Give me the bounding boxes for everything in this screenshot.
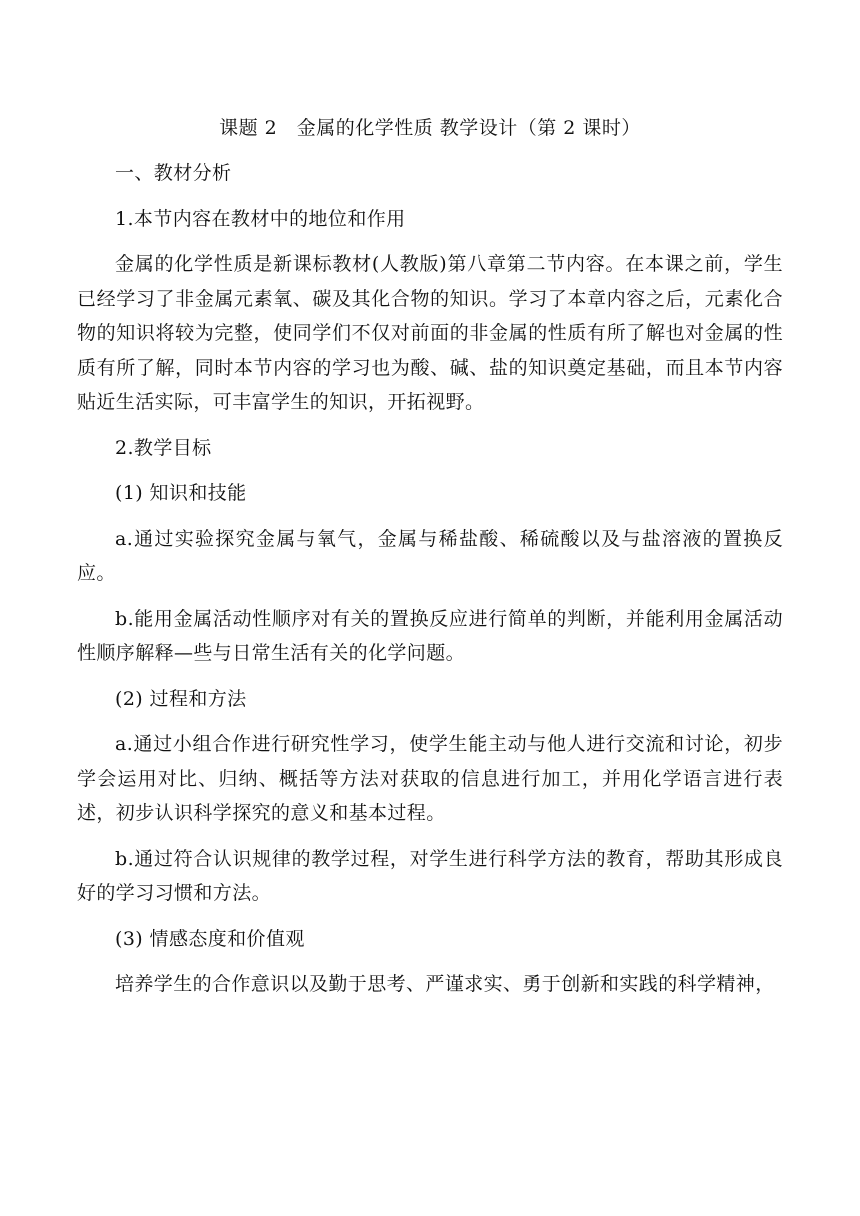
- objective-item-attitudes: 培养学生的合作意识以及勤于思考、严谨求实、勇于创新和实践的科学精神，: [115, 973, 775, 995]
- paragraph-position-and-role: 金属的化学性质是新课标教材(人教版)第八章第二节内容。在本课之前，学生已经学习了非金属元素氧、碳及其化合物的知识。学习了本章内容之后，元素化合物的知识将较为完整，使同学们不仅对前面的非金属的性质有所了解也对金属的性质有所了解，同时本节内容的学习也为酸、碱、盐的知识奠定基础，而且本节内容贴近生活实际，可丰富学生的知识，开拓视野。: [77, 253, 783, 413]
- objective-item-a-knowledge: a.通过实验探究金属与氧气，金属与稀盐酸、稀硫酸以及与盐溶液的置换反应。: [77, 527, 783, 584]
- page-title: 课题 2 金属的化学性质 教学设计（第 2 课时）: [219, 117, 641, 139]
- document-body: [77, 156, 783, 1013]
- objective-item-a-process: a.通过小组合作进行研究性学习，使学生能主动与他人进行交流和讨论，初步学会运用对比、归纳、概括等方法对获取的信息进行加工，并用化学语言进行表述，初步认识科学探究的意义和基本过程。: [77, 733, 783, 824]
- objective-item-b-process: b.通过符合认识规律的教学过程，对学生进行科学方法的教育，帮助其形成良好的学习习惯和方法。: [77, 847, 783, 904]
- subheading-teaching-objectives: 2.教学目标: [115, 436, 212, 459]
- section-heading-textbook-analysis: 一、教材分析: [115, 162, 232, 184]
- objective-heading-process-methods: (2) 过程和方法: [115, 687, 247, 710]
- objective-item-b-knowledge: b.能用金属活动性顺序对有关的置换反应进行简单的判断，并能利用金属活动性顺序解释—些与日常生活有关的化学问题。: [77, 607, 783, 664]
- subheading-position-and-role: 1.本节内容在教材中的地位和作用: [115, 207, 406, 230]
- objective-heading-attitudes-values: (3) 情感态度和价值观: [115, 927, 305, 950]
- objective-heading-knowledge-skills: (1) 知识和技能: [115, 482, 247, 504]
